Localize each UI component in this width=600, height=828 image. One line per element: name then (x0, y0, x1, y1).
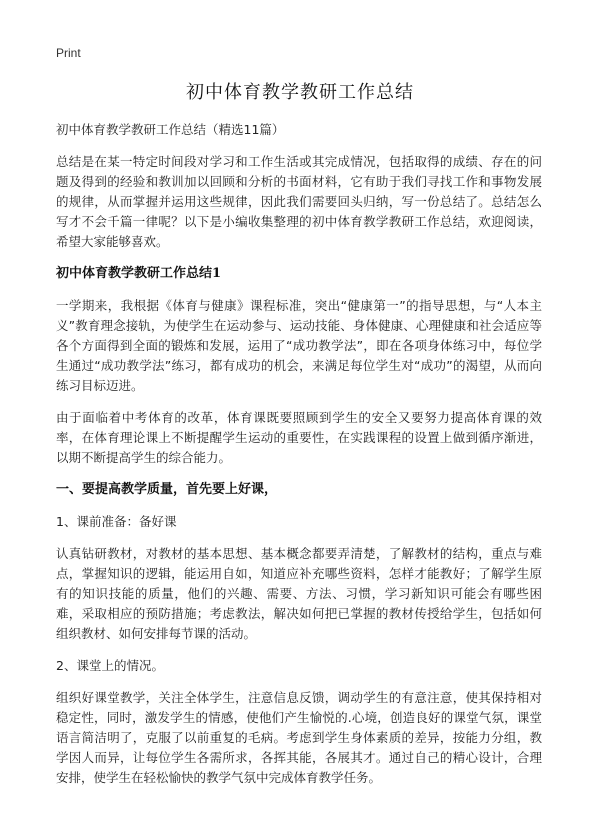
document-subtitle: 初中体育教学教研工作总结（精选11篇） (56, 122, 285, 137)
section1-paragraph-1: 一学期来，我根据《体育与健康》课程标准，突出“健康第一”的指导思想，与“人本主义”教育理念接轨，为使学生在运动参与、运动技能、身体健康、心理健康和社会适应等各个方面得到全面的锻炼和发展，运用了“成功教学法”，即在各项身体练习中，每位学生通过“成功教学法”练习，都有成功的机会，来满足每位学生对“成功”的渴望，从而向练习目标迈进。 (56, 298, 542, 393)
item1-title: 1、课前准备：备好课 (56, 514, 177, 529)
document-body (56, 120, 542, 800)
section-heading-1: 初中体育教学教研工作总结1 (56, 266, 222, 281)
item2-body: 组织好课堂教学，关注全体学生，注意信息反馈，调动学生的有意注意，使其保持相对稳定性，同时，激发学生的情感，使他们产生愉悦的.心境，创造良好的课堂气氛，课堂语言简洁明了，克服了以前重复的毛病。考虑到学生身体素质的差异，按能力分组，教学因人而异，让每位学生各需所求，各挥其能，各展其才。通过自己的精心设计，合理安排，使学生在轻松愉快的教学气氛中完成体育教学任务。 (56, 690, 542, 785)
item2-title: 2、课堂上的情况。 (56, 658, 164, 673)
item1-body: 认真钻研教材，对教材的基本思想、基本概念都要弄清楚，了解教材的结构，重点与难点，掌握知识的逻辑，能运用自如，知道应补充哪些资料，怎样才能教好；了解学生原有的知识技能的质量，他们的兴趣、需要、方法、习惯，学习新知识可能会有哪些困难，采取相应的预防措施；考虑教法，解决如何把已掌握的教材传授给学生，包括如何组织教材、如何安排每节课的活动。 (56, 546, 542, 641)
section1-paragraph-2: 由于面临着中考体育的改革，体育课既要照顾到学生的安全又要努力提高体育课的效率，在体育理论课上不断提醒学生运动的重要性，在实践课程的设置上做到循序渐进，以期不断提高学生的综合能力。 (56, 410, 542, 465)
document-title: 初中体育教学教研工作总结 (186, 82, 414, 103)
subheading-teaching-quality: 一、要提高教学质量，首先要上好课， (56, 482, 278, 497)
print-label[interactable]: Print (56, 46, 81, 60)
intro-paragraph: 总结是在某一特定时间段对学习和工作生活或其完成情况，包括取得的成绩、存在的问题及得到的经验和教训加以回顾和分析的书面材料，它有助于我们寻找工作和事物发展的规律，从而掌握并运用这些规律，因此我们需要回头归纳，写一份总结了。总结怎么写才不会千篇一律呢？以下是小编收集整理的初中体育教学教研工作总结，欢迎阅读，希望大家能够喜欢。 (56, 154, 542, 249)
